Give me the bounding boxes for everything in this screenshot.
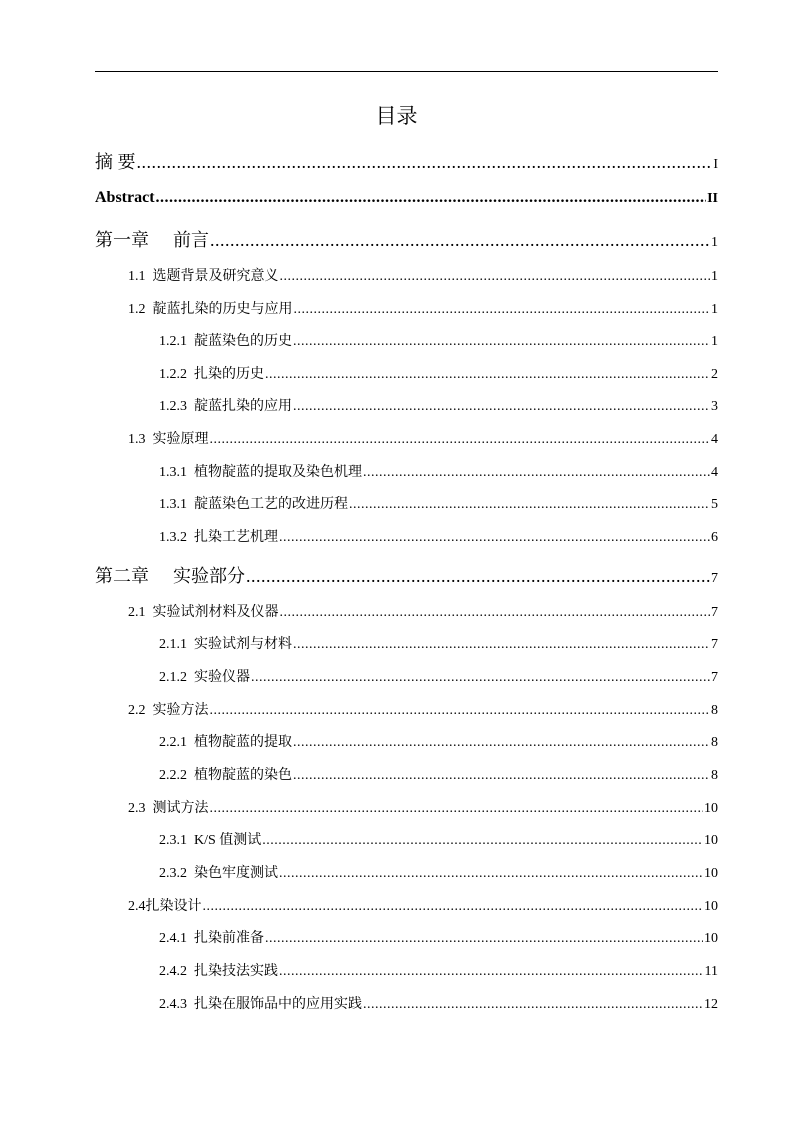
toc-entry-page: 7 xyxy=(711,605,718,620)
toc-entry-label: 靛蓝染色工艺的改进历程 xyxy=(194,497,348,512)
page-title: 目录 xyxy=(375,104,418,128)
toc-entry-2-1-2[interactable] xyxy=(159,666,718,686)
toc-entry-number: 2.3.2 xyxy=(159,866,187,881)
toc-entry-page: 3 xyxy=(711,399,718,414)
dot-leader xyxy=(137,152,713,173)
toc-entry-page: 7 xyxy=(711,571,718,586)
toc-entry-label: 实验方法 xyxy=(152,703,209,718)
dot-leader xyxy=(293,735,710,751)
toc-entry-2-4-1[interactable] xyxy=(159,927,718,947)
toc-entry-label: 染色牢度测试 xyxy=(194,866,278,881)
toc-entry-1-2[interactable] xyxy=(128,298,718,318)
toc-entry-label: 扎染技法实践 xyxy=(194,964,278,979)
toc-entry-number: 1.3.1 xyxy=(159,465,187,480)
toc-entry-number: 1.2.2 xyxy=(159,367,187,382)
dot-leader xyxy=(293,768,710,784)
toc-entry-page: II xyxy=(707,191,718,206)
toc-entry-number: 1.2.3 xyxy=(159,399,187,414)
toc-entry-1-3-1b[interactable] xyxy=(159,493,718,513)
toc-entry-1-3-1[interactable] xyxy=(159,461,718,481)
toc-entry-page: 8 xyxy=(711,768,718,783)
toc-entry-2-2[interactable] xyxy=(128,699,718,719)
toc-entry-label: 选题背景及研究意义 xyxy=(152,269,279,284)
toc-entry-page: 4 xyxy=(711,465,718,480)
toc-entry-abstract-cn[interactable] xyxy=(95,148,718,174)
toc-entry-number: 1.2.1 xyxy=(159,334,187,349)
dot-leader xyxy=(210,703,711,719)
dot-leader xyxy=(363,997,703,1013)
toc-entry-page: 1 xyxy=(711,334,718,349)
dot-leader xyxy=(246,566,710,587)
toc-entry-label: 扎染设计 xyxy=(145,899,202,914)
toc-entry-number: 第一章 xyxy=(95,230,149,250)
toc-entry-number: 2.3.1 xyxy=(159,833,187,848)
toc-entry-page: 2 xyxy=(711,367,718,382)
toc-entry-label: 扎染前准备 xyxy=(194,931,264,946)
toc-entry-1-2-3[interactable] xyxy=(159,395,718,415)
toc-entry-page: 6 xyxy=(711,530,718,545)
toc-entry-number: 1.3.1 xyxy=(159,497,187,512)
toc-entry-number: 2.1 xyxy=(128,605,146,620)
toc-entry-label: 实验仪器 xyxy=(194,670,250,685)
toc-entry-2-3[interactable] xyxy=(128,797,718,817)
dot-leader xyxy=(262,833,703,849)
toc-entry-page: 1 xyxy=(711,302,718,317)
toc-entry-page: 10 xyxy=(704,833,718,848)
toc-entry-label: 靛蓝扎染的历史与应用 xyxy=(152,302,293,317)
toc-entry-label: 扎染的历史 xyxy=(194,367,264,382)
toc-entry-number: 1.1 xyxy=(128,269,146,284)
toc-entry-1-2-1[interactable] xyxy=(159,330,718,350)
dot-leader xyxy=(265,931,703,947)
toc-entry-label: 扎染在服饰品中的应用实践 xyxy=(194,997,362,1012)
toc-entry-number: 2.1.1 xyxy=(159,637,187,652)
toc-entry-label: 摘 要 xyxy=(95,152,136,172)
dot-leader xyxy=(203,899,704,915)
toc-entry-page: 11 xyxy=(704,964,718,979)
toc-entry-2-1[interactable] xyxy=(128,601,718,621)
toc-entry-label: 植物靛蓝的提取 xyxy=(194,735,292,750)
dot-leader xyxy=(294,302,711,318)
toc-entry-2-3-1[interactable] xyxy=(159,829,718,849)
toc-entry-label: 测试方法 xyxy=(152,801,209,816)
dot-leader xyxy=(210,432,711,448)
dot-leader xyxy=(293,399,710,415)
toc-entry-chapter-1[interactable] xyxy=(95,226,718,252)
toc-entry-2-2-1[interactable] xyxy=(159,731,718,751)
toc-entry-number: 1.3 xyxy=(128,432,146,447)
toc-entry-page: 1 xyxy=(711,269,718,284)
dot-leader xyxy=(156,189,707,207)
toc-entry-chapter-2[interactable] xyxy=(95,562,718,588)
toc-entry-number: 2.4.1 xyxy=(159,931,187,946)
toc-entry-1-1[interactable] xyxy=(128,265,718,285)
toc-entry-number: 2.4.3 xyxy=(159,997,187,1012)
toc-entry-page: 10 xyxy=(704,866,718,881)
toc-entry-page: 12 xyxy=(704,997,718,1012)
toc-entry-page: 4 xyxy=(711,432,718,447)
toc-entry-2-4-2[interactable] xyxy=(159,960,718,980)
dot-leader xyxy=(293,334,710,350)
toc-entry-2-4[interactable] xyxy=(128,895,718,915)
dot-leader xyxy=(210,801,704,817)
toc-entry-label: 靛蓝染色的历史 xyxy=(194,334,292,349)
dot-leader xyxy=(280,605,711,621)
toc-entry-label: 实验试剂材料及仪器 xyxy=(152,605,279,620)
dot-leader xyxy=(279,866,703,882)
toc-entry-number: 2.3 xyxy=(128,801,146,816)
toc-entry-page: 7 xyxy=(711,637,718,652)
dot-leader xyxy=(210,230,710,251)
toc-entry-number: 2.4.2 xyxy=(159,964,187,979)
toc-entry-number: 1.3.2 xyxy=(159,530,187,545)
dot-leader xyxy=(293,637,710,653)
toc-entry-label: Abstract xyxy=(95,189,155,206)
toc-entry-page: 10 xyxy=(704,899,718,914)
toc-entry-label: 实验部分 xyxy=(173,566,245,586)
toc-entry-number: 第二章 xyxy=(95,566,149,586)
toc-entry-2-1-1[interactable] xyxy=(159,633,718,653)
toc-entry-label: 实验原理 xyxy=(152,432,209,447)
toc-entry-1-3-2[interactable] xyxy=(159,526,718,546)
toc-entry-page: 10 xyxy=(704,801,718,816)
toc-entry-label: 植物靛蓝的提取及染色机理 xyxy=(194,465,362,480)
toc-entry-page: I xyxy=(713,157,718,172)
dot-leader xyxy=(251,670,710,686)
toc-entry-label: 实验试剂与材料 xyxy=(194,637,292,652)
dot-leader xyxy=(279,530,710,546)
toc-entry-number: 2.2.2 xyxy=(159,768,187,783)
toc-entry-page: 7 xyxy=(711,670,718,685)
toc-entry-number: 2.4 xyxy=(128,899,146,914)
toc-entry-label: 扎染工艺机理 xyxy=(194,530,278,545)
toc-entry-1-3[interactable] xyxy=(128,428,718,448)
toc-entry-label: 靛蓝扎染的应用 xyxy=(194,399,292,414)
toc-entry-page: 8 xyxy=(711,703,718,718)
toc-entry-page: 5 xyxy=(711,497,718,512)
dot-leader xyxy=(363,465,710,481)
toc-entry-2-2-2[interactable] xyxy=(159,764,718,784)
toc-entry-number: 2.2.1 xyxy=(159,735,187,750)
toc-entry-number: 2.2 xyxy=(128,703,146,718)
toc-entry-abstract-en[interactable] xyxy=(95,189,718,207)
toc-entry-2-3-2[interactable] xyxy=(159,862,718,882)
toc-entry-label: 植物靛蓝的染色 xyxy=(194,768,292,783)
toc-entry-2-4-3[interactable] xyxy=(159,993,718,1013)
dot-leader xyxy=(349,497,710,513)
toc-entry-label: K/S 值测试 xyxy=(194,833,262,848)
toc-entry-label: 前言 xyxy=(173,230,209,250)
toc-entry-number: 1.2 xyxy=(128,302,146,317)
toc-entry-page: 1 xyxy=(711,235,718,250)
dot-leader xyxy=(279,964,704,980)
toc-entry-1-2-2[interactable] xyxy=(159,363,718,383)
toc-entry-page: 10 xyxy=(704,931,718,946)
dot-leader xyxy=(265,367,710,383)
toc-entry-page: 8 xyxy=(711,735,718,750)
toc-entry-number: 2.1.2 xyxy=(159,670,187,685)
dot-leader xyxy=(280,269,711,285)
